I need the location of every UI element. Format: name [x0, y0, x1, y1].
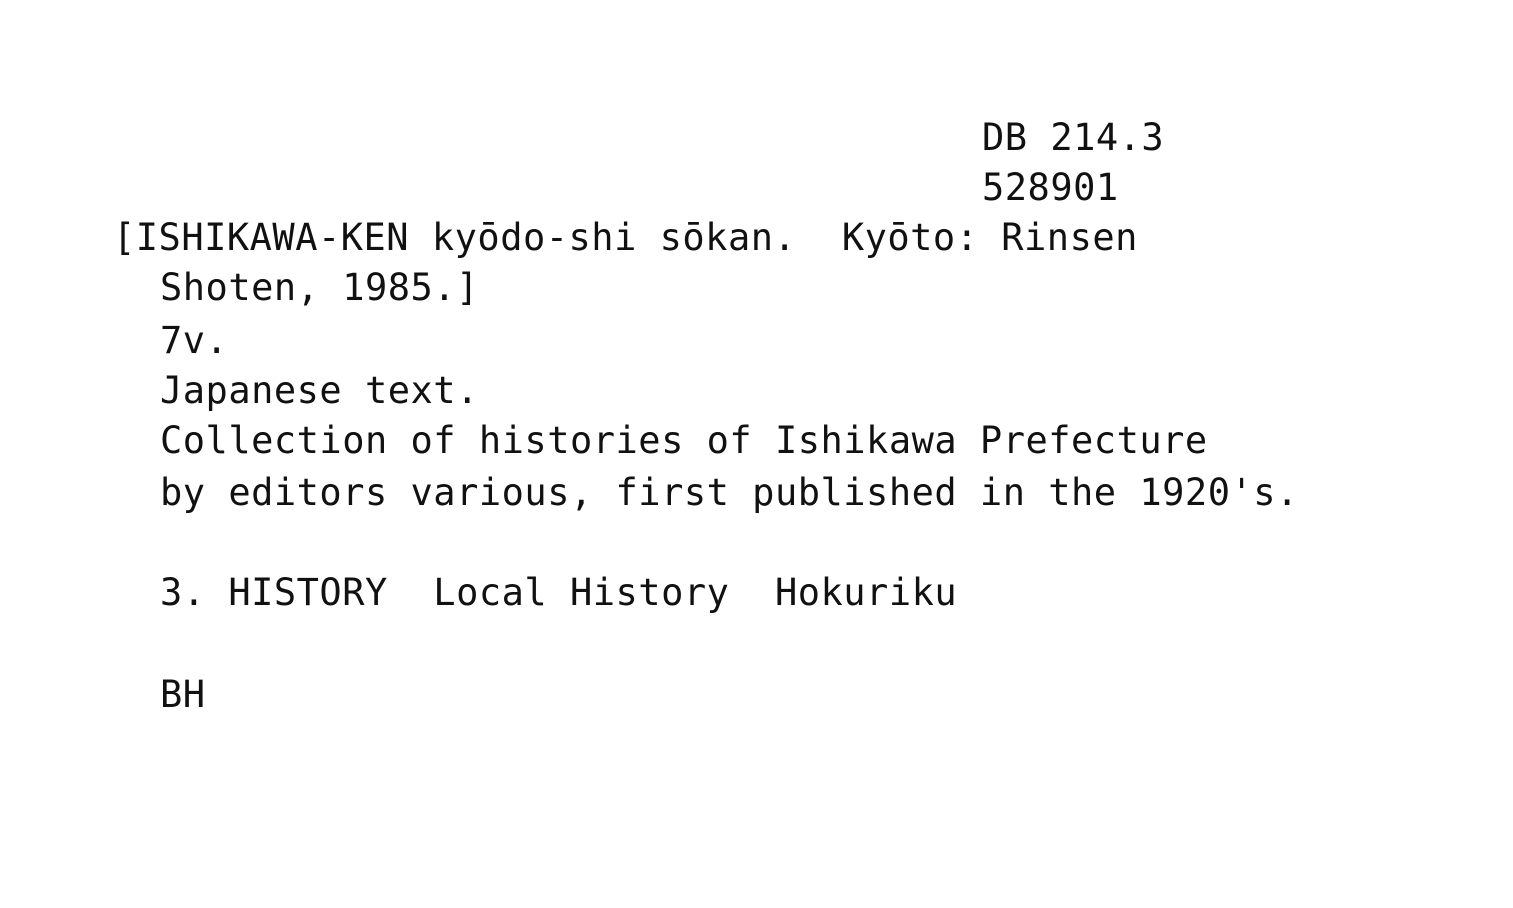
cataloger-initials: BH [160, 673, 206, 716]
subject-heading: 3. HISTORY Local History Hokuriku [160, 571, 958, 614]
language-note: Japanese text. [160, 369, 479, 412]
title-line: [ISHIKAWA-KEN kyōdo-shi sōkan. Kyōto: Rinsen [113, 216, 1138, 259]
call-number-line-1: DB 214.3 [982, 116, 1165, 159]
volumes: 7v. [160, 319, 229, 362]
call-number-line-2: 528901 [982, 166, 1119, 209]
publisher-line: Shoten, 1985.] [160, 266, 479, 309]
description-line-2: by editors various, first published in the 1920's. [160, 471, 1299, 514]
description-line-1: Collection of histories of Ishikawa Prefecture [160, 419, 1208, 462]
